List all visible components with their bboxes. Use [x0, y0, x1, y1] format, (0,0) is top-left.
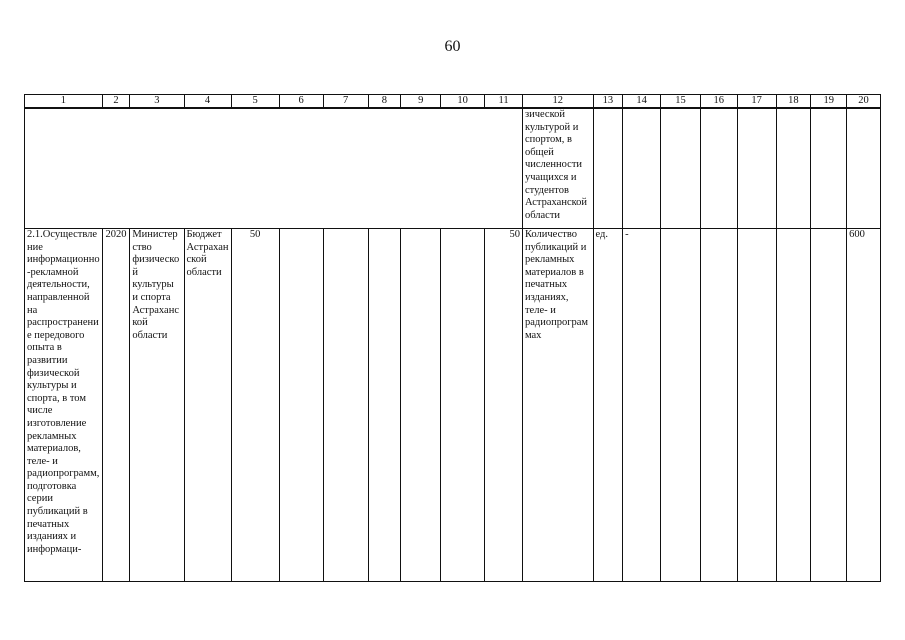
unit-cell: ед.: [593, 229, 623, 582]
funding-source-cell: Бюджет Астраханской области: [184, 229, 231, 582]
amount-cell-col11: 50: [485, 229, 523, 582]
column-header-17: 17: [737, 95, 776, 109]
column-header-14: 14: [623, 95, 661, 109]
year-cell: 2020: [102, 229, 130, 582]
column-header-15: 15: [661, 95, 701, 109]
table-cell: [700, 108, 737, 229]
column-header-18: 18: [776, 95, 811, 109]
column-header-2: 2: [102, 95, 130, 109]
value-cell-col14: -: [623, 229, 661, 582]
activity-description-cell: 2.1.Осуществление информационно-рекламной деятельности, направленной на распространение передового опыта в развитии физической культуры и спорта, в том числе изготовление рекламных материалов, теле- и радиопрограмм, подготовка серии публикаций в печатных изданиях и информаци-: [25, 229, 103, 582]
table-cell: [811, 229, 847, 582]
column-header-20: 20: [847, 95, 881, 109]
table-cell: [323, 229, 368, 582]
table-cell: [847, 108, 881, 229]
column-header-12: 12: [522, 95, 593, 109]
table-cell: [776, 229, 811, 582]
column-header-9: 9: [401, 95, 441, 109]
table-cell: [401, 229, 441, 582]
column-header-11: 11: [485, 95, 523, 109]
table-cell: [279, 229, 323, 582]
column-header-8: 8: [368, 95, 401, 109]
table-row-2-1: [25, 229, 881, 582]
column-header-7: 7: [323, 95, 368, 109]
page-number: 60: [444, 38, 461, 55]
column-header-16: 16: [700, 95, 737, 109]
column-header-13: 13: [593, 95, 623, 109]
value-cell-col20: 600: [847, 229, 881, 582]
table-row-continuation: [25, 108, 881, 229]
table-cell: [700, 229, 737, 582]
table-cell: [776, 108, 811, 229]
table-cell: [661, 108, 701, 229]
table-cell: [737, 229, 776, 582]
table-cell: [661, 229, 701, 582]
table-cell: [737, 108, 776, 229]
executor-cell: Министерство физической культуры и спорта Астраханской области: [130, 229, 184, 582]
table-header: [25, 95, 881, 109]
column-header-5: 5: [231, 95, 279, 109]
table-cell: [441, 229, 485, 582]
column-header-1: 1: [25, 95, 103, 109]
header-row: [25, 95, 881, 109]
indicator-cell: Количество публикаций и рекламных материалов в печатных изданиях, теле- и радиопрограммах: [522, 229, 593, 582]
column-header-4: 4: [184, 95, 231, 109]
column-header-3: 3: [130, 95, 184, 109]
table-cell: [593, 108, 623, 229]
amount-cell-col5: 50: [231, 229, 279, 582]
column-header-19: 19: [811, 95, 847, 109]
table-cell: [368, 229, 401, 582]
document-table: [24, 94, 881, 582]
continuation-indicator-cell: зической культурой и спортом, в общей численности учащихся и студентов Астраханской области: [522, 108, 593, 229]
column-header-10: 10: [441, 95, 485, 109]
continuation-blank-cell: [25, 108, 523, 229]
table-cell: [811, 108, 847, 229]
column-header-6: 6: [279, 95, 323, 109]
table-cell: [623, 108, 661, 229]
